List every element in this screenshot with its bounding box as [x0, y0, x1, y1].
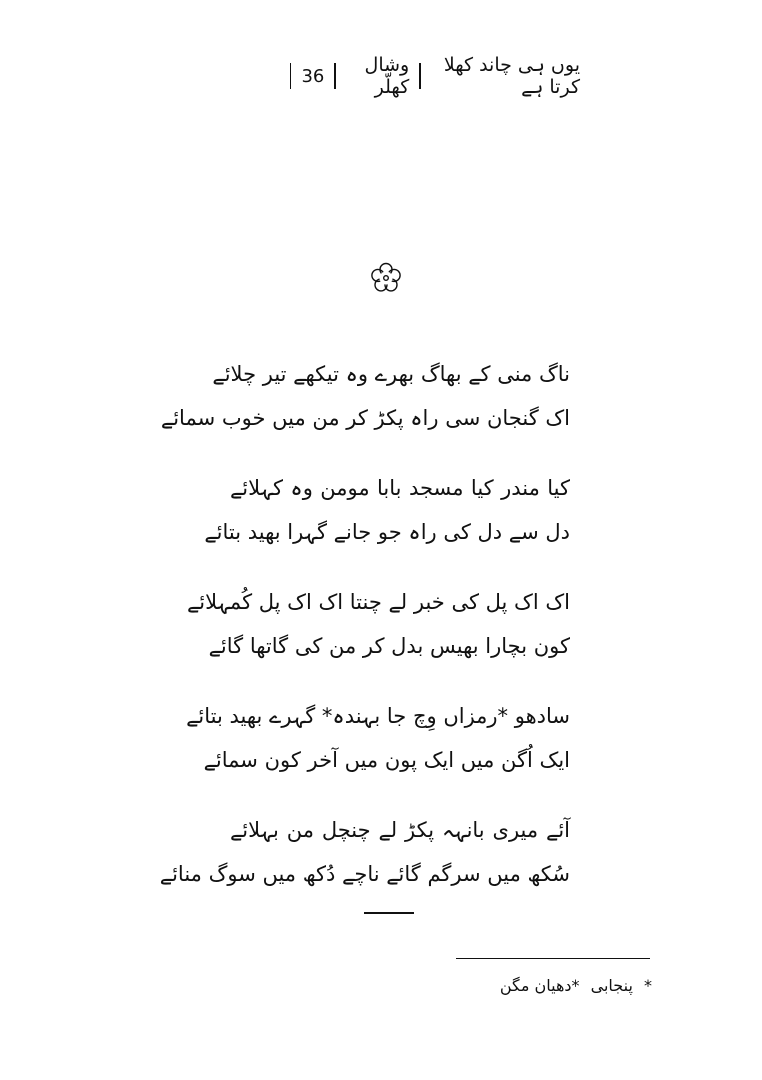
stanza	[186, 580, 570, 668]
stanza	[186, 694, 570, 782]
header-divider	[419, 63, 420, 89]
poem-end-divider	[364, 912, 414, 914]
verse-line: کون بچارا بھیس بدل کر من کی گاتھا گائے	[208, 634, 570, 658]
verse-line: ناگ منی کے بھاگ بھرے وہ تیکھے تیر چلائے	[212, 362, 570, 386]
verse-line: سُکھ میں سرگم گائے ناچے دُکھ میں سوگ منائے	[159, 862, 570, 886]
author-name: وشال کھلّر	[364, 54, 410, 98]
flower-icon	[368, 260, 404, 296]
verse-line: دل سے دل کی راہ جو جانے گہرا بھید بتائے	[204, 520, 570, 544]
stanza	[160, 352, 570, 440]
header-divider	[334, 63, 335, 89]
page-header	[280, 56, 580, 96]
poem	[159, 352, 570, 922]
footnote-marker: *	[644, 976, 652, 995]
stanza	[159, 808, 570, 896]
verse-line: سادھو *رمزاں وِچ جا بہندہ* گہرے بھید بتائے	[186, 704, 570, 728]
footnote	[440, 976, 652, 995]
verse-line: ایک اُگن میں ایک پون میں آخر کون سمائے	[203, 748, 570, 772]
stanza	[204, 466, 570, 554]
header-divider	[290, 63, 291, 89]
verse-line: کیا مندر کیا مسجد بابا مومن وہ کہلائے	[230, 476, 570, 500]
verse-line: آئے میری بانہہ پکڑ لے چنچل من بہلائے	[230, 818, 570, 842]
footnote-note: *دھیان مگن	[499, 976, 580, 995]
book-title: یوں ہی چاند کھلا کرتا ہے	[443, 54, 580, 98]
verse-line: اک گنجان سی راہ پکڑ کر من میں خوب سمائے	[160, 406, 570, 430]
footnote-language: پنجابی	[590, 976, 633, 995]
verse-line: اک اک پل کی خبر لے چنتا اک اک پل کُمہلائے	[186, 590, 570, 614]
footnote-divider	[456, 958, 650, 959]
page-number: 36	[301, 65, 325, 87]
